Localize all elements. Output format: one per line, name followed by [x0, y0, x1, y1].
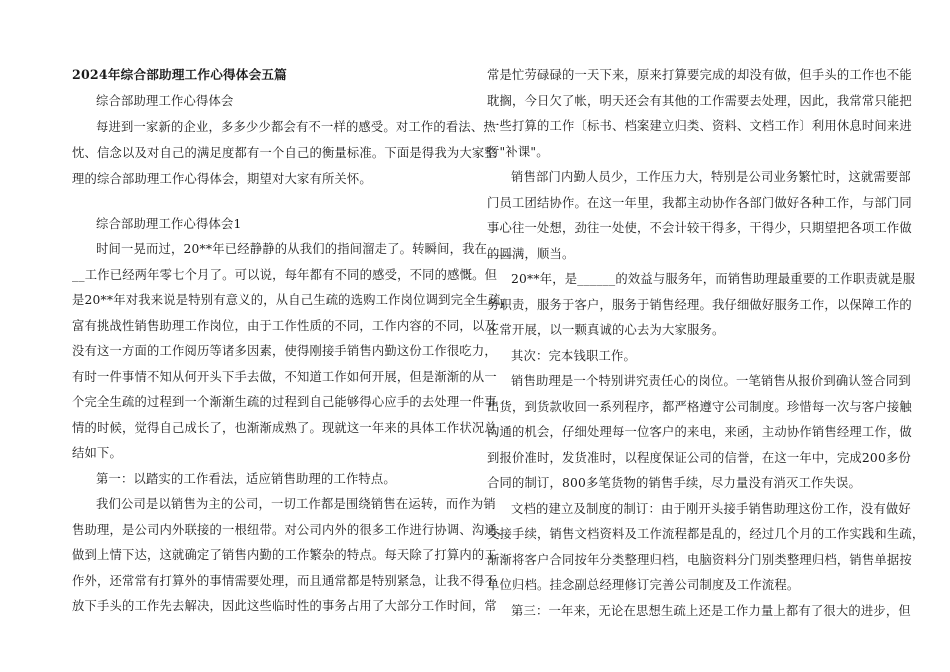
text-line: 理的综合部助理工作心得体会，期望对大家有所关怀。 [72, 172, 372, 186]
text-line: 结如下。 [72, 446, 122, 460]
text-line: 一些打算的工作〔标书、档案建立归类、资料、文档工作〕利用休息时间来进 [487, 119, 912, 133]
text-line: 正常开展，以一颗真诚的心去为大家服务。 [487, 323, 725, 337]
text-line: 没有这一方面的工作阅历等诸多因素，使得刚接手销售内勤这份工作很吃力， [72, 344, 497, 358]
text-line: 的圆满，顺当。 [487, 247, 575, 261]
text-line: 行"补课"。 [487, 145, 549, 159]
text-line: 第一：以踏实的工作看法，适应销售助理的工作特点。 [96, 472, 396, 486]
text-line: 销售助理是一个特别讲究责任心的岗位。一笔销售从报价到确认签合同到 [511, 374, 911, 388]
text-line: 单位归档。挂念副总经理修订完善公司制度及工作流程。 [487, 578, 800, 592]
text-line: 综合部助理工作心得体会1 [96, 217, 242, 231]
text-line: 第三：一年来，无论在思想生疏上还是工作力量上都有了很大的进步，但 [511, 604, 911, 618]
text-line: 我们公司是以销售为主的公司，一切工作都是围绕销售在运转，而作为销 [96, 497, 496, 511]
text-line: 渐渐将客户合同按年分类整理归档，电脑资料分门别类整理归档，销售单据按 [487, 553, 912, 567]
document-title: 2024年综合部助理工作心得体会五篇 [72, 67, 287, 82]
text-line: __工作已经两年零七个月了。可以说，每年都有不同的感受，不同的感慨。但 [72, 268, 498, 282]
text-line: 到报价准时，发货准时，以程度保证公司的信誉，在这一年中，完成200多份 [487, 451, 911, 465]
text-line: 放下手头的工作先去解决，因此这些临时性的事务占用了大部分工作时间，常 [72, 599, 497, 613]
text-line: 务职责，服务于客户，服务于销售经理。我仔细做好服务工作，以保障工作的 [487, 298, 912, 312]
text-line: 每进到一家新的企业，多多少少都会有不一样的感受。对工作的看法、热 [96, 120, 496, 134]
text-line: 做到上情下达，这就确定了销售内勤的工作繁杂的特点。每天除了打算内的工 [72, 548, 497, 562]
text-line: 个完全生疏的过程到一个渐渐生疏的过程到自己能够得心应手的去处理一件事 [72, 395, 497, 409]
text-line: 合同的制订，800多笔货物的销售手续，尽力量没有消灭工作失误。 [487, 476, 861, 490]
text-line: 忱、信念以及对自己的满足度都有一个自己的衡量标准。下面是得我为大家整 [72, 146, 497, 160]
text-line: 富有挑战性销售助理工作岗位，由于工作性质的不同，工作内容的不同，以及 [72, 319, 497, 333]
text-line: 综合部助理工作心得体会 [96, 94, 234, 108]
text-line: 情的时候，觉得自己成长了，也渐渐成熟了。现就这一年来的具体工作状况总 [72, 421, 497, 435]
text-line: 20**年，是______的效益与服务年，而销售助理最重要的工作职责就是服 [511, 272, 916, 286]
text-line: 文档的建立及制度的制订：由于刚开头接手销售助理这份工作，没有做好 [511, 502, 911, 516]
text-line: 销售部门内勤人员少，工作压力大，特别是公司业务繁忙时，这就需要部 [511, 170, 911, 184]
text-line: 交接手续，销售文档资料及工作流程都是乱的，经过几个月的工作实践和生疏， [487, 527, 925, 541]
text-line: 售助理，是公司内外联接的一根纽带。对公司内外的很多工作进行协调、沟通， [72, 523, 510, 537]
text-line: 出货，到货款收回一系列程序，都严格遵守公司制度。珍惜每一次与客户接触 [487, 400, 912, 414]
text-line: 是20**年对我来说是特别有意义的，从自己生疏的选购工作岗位调到完全生疏， [72, 293, 514, 307]
text-line: 耽搁，今日欠了帐，明天还会有其他的工作需要去处理，因此，我常常只能把 [487, 94, 912, 108]
text-line: 常是忙劳碌碌的一天下来，原来打算要完成的却没有做，但手头的工作也不能 [487, 68, 912, 82]
text-line: 门员工团结协作。在这一年里，我都主动协作各部门做好各种工作，与部门同 [487, 196, 912, 210]
text-line: 有时一件事情不知从何开头下手去做，不知道工作如何开展，但是渐渐的从一 [72, 370, 497, 384]
text-line: 沟通的机会，仔细处理每一位客户的来电，来函，主动协作销售经理工作，做 [487, 425, 912, 439]
text-line: 其次：完本钱职工作。 [511, 349, 636, 363]
text-line: 作外，还常常有打算外的事情需要处理，而且通常都是特别紧急，让我不得不 [72, 574, 497, 588]
text-line: 事心往一处想，劲往一处使，不会计较干得多，干得少，只期望把各项工作做 [487, 221, 912, 235]
text-line: 时间一晃而过，20**年已经静静的从我们的指间溜走了。转瞬间，我在____ [96, 242, 513, 256]
